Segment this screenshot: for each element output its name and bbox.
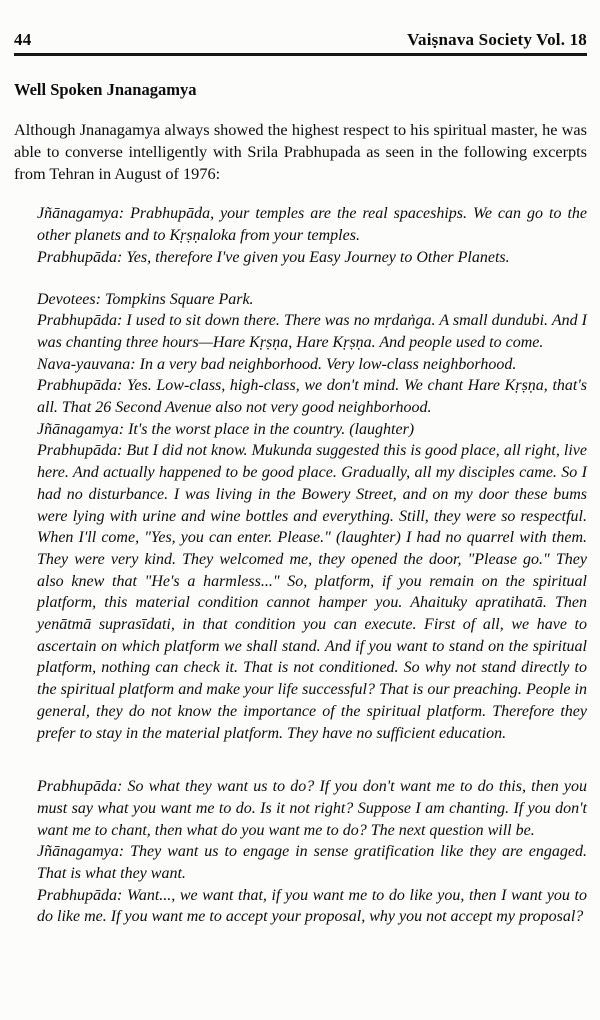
quote-turn: Prabhupāda: Yes. Low-class, high-class, we don't mind. We chant Hare Kṛṣṇa, that's all. That 26 Second Avenue also not very good neighborhood. xyxy=(37,377,587,417)
quote-group-1 xyxy=(37,203,587,268)
quote-block xyxy=(37,203,587,928)
intro-paragraph: Although Jnanagamya always showed the highest respect to his spiritual master, he was able to converse intelligently with Srila Prabhupada as seen in the following excerpts from Tehran in August of 1976: xyxy=(14,120,587,183)
quote-turn: Nava-yauvana: In a very bad neighborhood. Very low-class neighborhood. xyxy=(37,355,517,373)
quote-turn: Jñānagamya: Prabhupāda, your temples are the real spaceships. We can go to the other planets and to Kṛṣṇaloka from your temples. xyxy=(37,205,587,245)
page-header xyxy=(14,30,587,56)
quote-turn: Prabhupāda: I used to sit down there. There was no mṛdaṅga. A small dundubi. And I was chanting three hours—Hare Kṛṣṇa, Hare Kṛṣṇa. And people used to come. xyxy=(37,312,587,351)
quote-turn: Jñānagamya: It's the worst place in the country. (laughter) xyxy=(37,420,415,438)
quote-turn: Prabhupāda: Want..., we want that, if you want me to do like you, then I want you to do like me. If you want me to accept your proposal, why you not accept my proposal? xyxy=(37,886,587,926)
quote-turn: Prabhupāda: But I did not know. Mukunda suggested this is good place, all right, live here. And actually happened to be good place. Gradually, all my disciples came. So I had no disturbance. I was living in the Bowery Street, and on my door these bums were lying with urine and wine bottles and everything. Still, they were so respectful. When I'll come, "Yes, you can enter. Please." (laughter) I had no quarrel with them. They were very kind. They welcomed me, they opened the door, "Please go." They also knew that "He's a harmless..." So, platform, if you remain on the spiritual platform, this material condition cannot hamper you. Ahaituky apratihatā. Then yenātmā suprasīdati, in that condition you can execute. First of all, we have to ascertain on which platform we shall stand. And if you want to stand on the spiritual platform, nothing can check it. That is not conditioned. So why not stand directly to the spiritual platform and make your life successful? That is our preaching. People in general, they do not know the importance of the spiritual platform. Therefore they prefer to stay in the material platform. They have no sufficient education. xyxy=(37,442,587,742)
quote-turn: Prabhupāda: So what they want us to do? If you don't want me to do this, then you must say what you want me to do. Is it not right? Suppose I am chanting. If you don't want me to chant, then what do you want me to do? The next question will be. xyxy=(37,778,587,839)
page-number: 44 xyxy=(14,30,32,49)
quote-turn: Prabhupāda: Yes, therefore I've given you Easy Journey to Other Planets. xyxy=(37,248,510,266)
quote-group-3 xyxy=(37,776,587,928)
quote-turn: Jñānagamya: They want us to engage in sense gratification like they are engaged. That is what they want. xyxy=(37,843,587,883)
quote-turn: Devotees: Tompkins Square Park. xyxy=(37,290,254,308)
section-heading: Well Spoken Jnanagamya xyxy=(14,80,197,99)
journal-title: Vaiṣnava Society Vol. 18 xyxy=(407,30,587,49)
quote-group-2 xyxy=(37,289,587,745)
